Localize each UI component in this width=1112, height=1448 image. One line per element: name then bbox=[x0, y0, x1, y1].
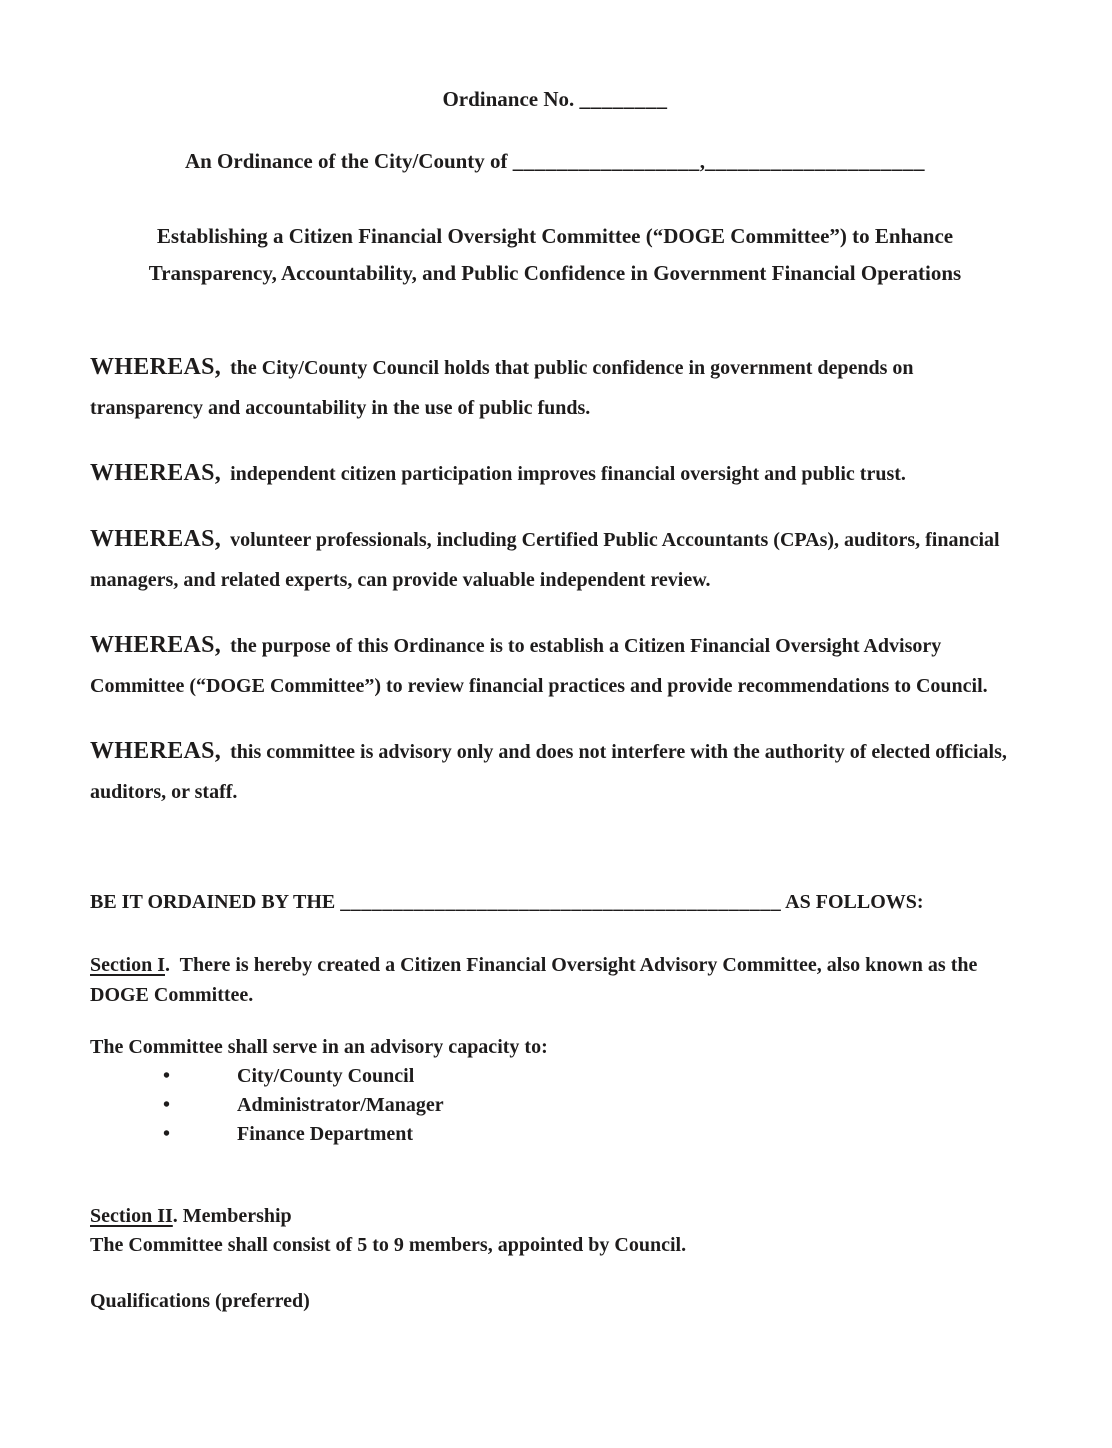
document-title-line2: Transparency, Accountability, and Public Confidence in Government Financial Operations bbox=[148, 261, 962, 285]
ordinance-of-label: An Ordinance of the City/County of bbox=[184, 149, 508, 173]
whereas-text: the City/County Council holds that public confidence in government depends on transparency and accountability in the use of public funds. bbox=[90, 357, 914, 419]
list-item bbox=[90, 1062, 1020, 1091]
whereas-clause-2 bbox=[90, 453, 1020, 494]
whereas-text: volunteer professionals, including Certified Public Accountants (CPAs), auditors, financial managers, and related experts, can provide valuable independent review. bbox=[90, 529, 1000, 591]
enacting-clause bbox=[90, 887, 1020, 917]
whereas-clause-5 bbox=[90, 731, 1020, 812]
list-item-label: Finance Department bbox=[237, 1123, 414, 1145]
list-item bbox=[90, 1120, 1020, 1149]
whereas-text: the purpose of this Ordinance is to establish a Citizen Financial Oversight Advisory Committee (“DOGE Committee”) to review financial practices and provide recommendations to Council. bbox=[90, 635, 988, 697]
whereas-label: WHEREAS, bbox=[90, 526, 222, 552]
section-1-paragraph bbox=[90, 950, 1020, 1010]
list-item bbox=[90, 1091, 1020, 1120]
whereas-label: WHEREAS, bbox=[90, 354, 222, 380]
section-2-heading: Section II bbox=[90, 1205, 173, 1227]
whereas-label: WHEREAS, bbox=[90, 460, 222, 486]
section-2-heading-line bbox=[90, 1202, 1020, 1231]
section-2-text: The Committee shall consist of 5 to 9 members, appointed by Council. bbox=[90, 1234, 687, 1256]
qualifications-heading bbox=[90, 1287, 1020, 1316]
state-name-blank: ____________________ bbox=[705, 149, 926, 173]
section-1-heading: Section I bbox=[90, 954, 165, 976]
blank-separator-comma: , bbox=[699, 149, 706, 173]
bullet-icon: • bbox=[163, 1094, 171, 1116]
advisory-capacity-list bbox=[90, 1062, 1020, 1149]
ordinance-number-label: Ordinance No. bbox=[442, 87, 575, 111]
whereas-text: independent citizen participation improves financial oversight and public trust. bbox=[230, 463, 906, 485]
whereas-clause-4 bbox=[90, 625, 1020, 706]
ordinance-number-heading bbox=[90, 86, 1020, 112]
ordinance-of-line bbox=[90, 148, 1020, 174]
list-item-label: City/County Council bbox=[237, 1065, 415, 1087]
enacting-clause-suffix: AS FOLLOWS: bbox=[785, 891, 924, 913]
bullet-icon: • bbox=[163, 1065, 171, 1087]
advisory-capacity-intro bbox=[90, 1032, 1020, 1062]
section-2-block bbox=[90, 1202, 1020, 1260]
ordinance-number-blank: ________ bbox=[579, 87, 668, 111]
document-title-line1: Establishing a Citizen Financial Oversight Committee (“DOGE Committee”) to Enhance bbox=[156, 224, 954, 248]
qualifications-heading-text: Qualifications (preferred) bbox=[90, 1290, 310, 1312]
document-title bbox=[90, 218, 1020, 292]
section-1-text: . There is hereby created a Citizen Financial Oversight Advisory Committee, also known as the DOGE Committee. bbox=[90, 954, 978, 1006]
section-2-heading-title: . Membership bbox=[172, 1205, 292, 1227]
enacting-clause-prefix: BE IT ORDAINED BY THE bbox=[90, 891, 336, 913]
whereas-clause-3 bbox=[90, 519, 1020, 600]
whereas-label: WHEREAS, bbox=[90, 632, 222, 658]
bullet-icon: • bbox=[163, 1123, 171, 1145]
whereas-text: this committee is advisory only and does not interfere with the authority of elected officials, auditors, or staff. bbox=[90, 741, 1007, 803]
list-item-label: Administrator/Manager bbox=[237, 1094, 444, 1116]
city-county-name-blank: _________________ bbox=[512, 149, 700, 173]
enacting-body-blank: __________________________________________ bbox=[340, 891, 782, 913]
advisory-capacity-intro-text: The Committee shall serve in an advisory capacity to: bbox=[90, 1036, 548, 1058]
whereas-label: WHEREAS, bbox=[90, 738, 222, 764]
whereas-clause-1 bbox=[90, 347, 1020, 428]
